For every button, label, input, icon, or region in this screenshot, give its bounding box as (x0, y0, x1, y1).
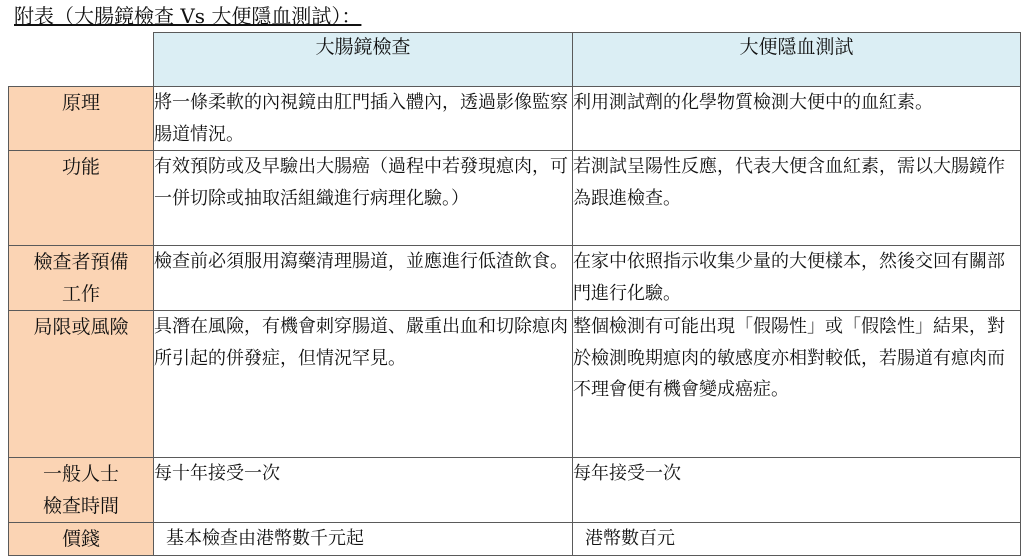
row-header-price: 價錢 (9, 523, 154, 556)
document-title: 附表（大腸鏡檢查 Vs 大便隱血測試）： (14, 4, 362, 28)
cell-fobt-principle: 利用測試劑的化學物質檢測大便中的血紅素。 (573, 87, 1021, 151)
row-header-function: 功能 (9, 151, 154, 246)
table-header-row (9, 33, 1021, 87)
cell-fobt-risk: 整個檢測有可能出現「假陽性」或「假陰性」結果，對於檢測晚期瘜肉的敏感度亦相對較低，若腸道有瘜肉而不理會便有機會變成癌症。 (573, 311, 1021, 458)
cell-colonoscopy-function: 有效預防或及早驗出大腸癌（過程中若發現瘜肉，可一併切除或抽取活組織進行病理化驗。） (154, 151, 573, 246)
cell-colonoscopy-risk: 具潛在風險，有機會刺穿腸道、嚴重出血和切除瘜肉所引起的併發症，但情況罕見。 (154, 311, 573, 458)
row-header-preparation (9, 246, 154, 311)
cell-fobt-price: 港幣數百元 (573, 523, 1021, 556)
table-row (9, 87, 1021, 151)
row-header-risk: 局限或風險 (9, 311, 154, 458)
column-header-fobt: 大便隱血測試 (573, 33, 1021, 87)
row-header-principle: 原理 (9, 87, 154, 151)
table-row (9, 151, 1021, 246)
cell-colonoscopy-price: 基本檢查由港幣數千元起 (154, 523, 573, 556)
cell-fobt-frequency: 每年接受一次 (573, 458, 1021, 523)
cell-fobt-function: 若測試呈陽性反應，代表大便含血紅素，需以大腸鏡作為跟進檢查。 (573, 151, 1021, 246)
cell-colonoscopy-principle: 將一條柔軟的內視鏡由肛門插入體內，透過影像監察腸道情況。 (154, 87, 573, 151)
table-corner-cell (9, 33, 154, 87)
row-header-preparation-text: 檢查者預備工作 (33, 251, 129, 305)
row-header-frequency (9, 458, 154, 523)
table-row (9, 311, 1021, 458)
cell-colonoscopy-frequency: 每十年接受一次 (154, 458, 573, 523)
table-row (9, 458, 1021, 523)
cell-colonoscopy-preparation: 檢查前必須服用瀉藥清理腸道，並應進行低渣飲食。 (154, 246, 573, 311)
table-row (9, 246, 1021, 311)
table-row (9, 523, 1021, 556)
column-header-colonoscopy: 大腸鏡檢查 (154, 33, 573, 87)
row-header-frequency-text: 一般人士檢查時間 (42, 463, 119, 517)
comparison-table (8, 32, 1021, 556)
cell-fobt-preparation: 在家中依照指示收集少量的大便樣本，然後交回有關部門進行化驗。 (573, 246, 1021, 311)
